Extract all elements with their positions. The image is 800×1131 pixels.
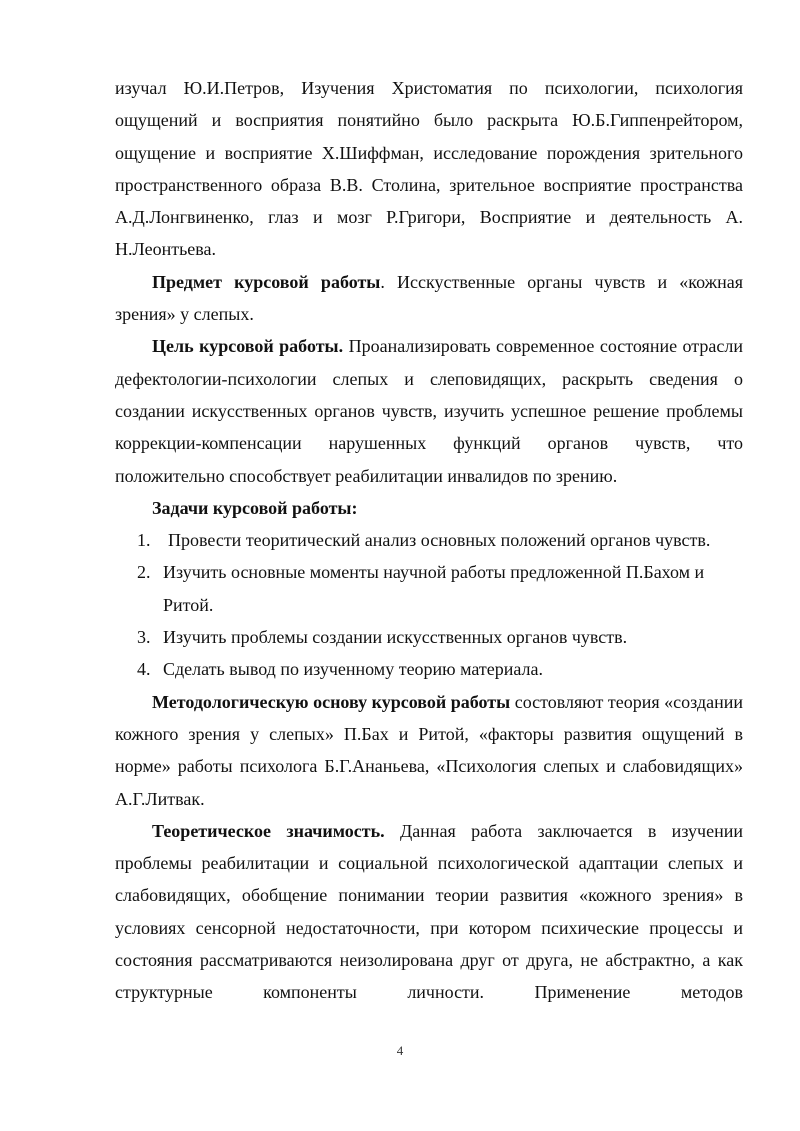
theoretical-paragraph (115, 815, 743, 1009)
page-number: 4 (396, 1043, 404, 1058)
list-item (115, 653, 743, 685)
list-item (115, 524, 743, 556)
goal-label: Цель курсовой работы. (152, 336, 344, 357)
goal-paragraph (115, 330, 743, 491)
tasks-title: Задачи курсовой работы: (152, 497, 358, 518)
list-item-number: 3. (137, 627, 151, 648)
subject-label: Предмет курсовой работы (152, 271, 381, 292)
list-item-text: Изучить основные моменты научной работы предложенной П.Бахом и Ритой. (163, 562, 705, 615)
list-item (115, 556, 743, 621)
list-item (115, 621, 743, 653)
list-item-text: Провести теоритический анализ основных положений органов чувств. (168, 530, 711, 551)
methodology-text: состовляют теория «создании кожного зрения у слепых» П.Бах и Ритой, «факторы развития ощущений в норме» работы психолога Б.Г.Ананьева, «Психология слепых и слабовидящих» А.Г.Литвак. (115, 691, 743, 809)
theoretical-label: Теоретическое значимость. (152, 820, 385, 841)
theoretical-text: Данная работа заключается в изучении проблемы реабилитации и социальной психологической адаптации слепых и слабовидящих, обобщение понимании теории развития «кожного зрения» в условиях сенсорной недостаточности, при котором психические процессы и состояния рассматриваются неизолирована друг от друга, не абстрактно, а как структурные компоненты личности. Применение методов (115, 820, 743, 1003)
list-item-number: 2. (137, 562, 151, 583)
list-item-number: 1. (137, 530, 151, 551)
subject-paragraph (115, 266, 743, 331)
document-body (115, 72, 743, 1009)
methodology-paragraph (115, 686, 743, 815)
tasks-list (115, 524, 743, 685)
list-item-text: Сделать вывод по изученному теорию материала. (163, 659, 544, 680)
intro-paragraph: изучал Ю.И.Петров, Изучения Христоматия по психологии, психология ощущений и восприятия понятийно было раскрыта Ю.Б.Гиппенрейтором, ощущение и восприятие Х.Шиффман, исследование порождения зрительного пространственного образа В.В. Столина, зрительное восприятие пространства А.Д.Лонгвиненко, глаз и мозг Р.Григори, Восприятие и деятельность А. Н.Леонтьева. (115, 78, 743, 260)
methodology-label: Методологическую основу курсовой работы (152, 691, 511, 712)
goal-text: Проанализировать современное состояние отрасли дефектологии-психологии слепых и слеповидящих, раскрыть сведения о создании искусственных органов чувств, изучить успешное решение проблемы коррекции-компенсации нарушенных функций органов чувств, что положительно способствует реабилитации инвалидов по зрению. (115, 336, 743, 486)
list-item-number: 4. (137, 659, 151, 680)
subject-text: . Исскуственные органы чувств и «кожная зрения» у слепых. (115, 271, 744, 325)
list-item-text: Изучить проблемы создании искусственных органов чувств. (163, 627, 628, 648)
